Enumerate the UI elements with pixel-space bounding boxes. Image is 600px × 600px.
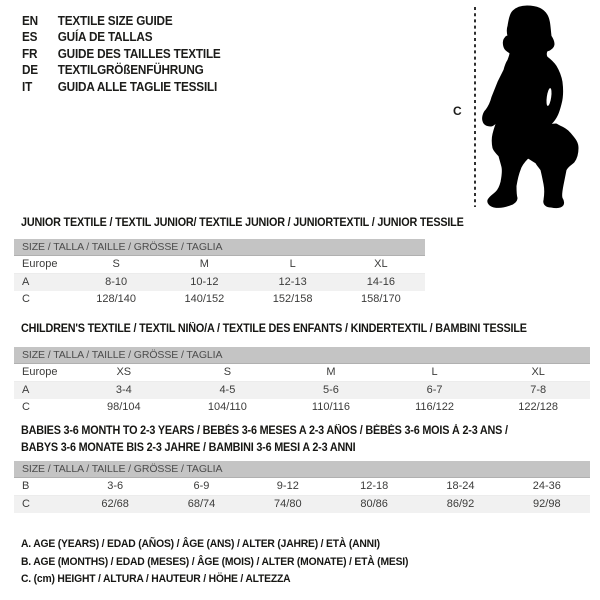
size-cell: XL bbox=[374, 258, 388, 270]
height-cell: 110/116 bbox=[311, 401, 351, 413]
age-cell: 8-10 bbox=[105, 276, 128, 288]
size-cell: S bbox=[223, 366, 232, 378]
age-cell: 7-8 bbox=[530, 384, 547, 396]
row-label: C bbox=[22, 293, 30, 305]
age-cell: 9-12 bbox=[276, 480, 299, 492]
age-cell: 3-4 bbox=[115, 384, 132, 396]
age-cell: 18-24 bbox=[446, 480, 475, 492]
age-cell: 6-9 bbox=[193, 480, 210, 492]
language-list bbox=[22, 13, 221, 95]
legend-footnotes bbox=[21, 536, 408, 589]
size-header-band: SIZE / TALLA / TAILLE / GRÖSSE / TAGLIA bbox=[14, 461, 590, 478]
section-title-babies bbox=[21, 423, 547, 457]
height-measure-label: C bbox=[453, 104, 462, 118]
section-title-junior bbox=[21, 215, 562, 232]
size-cell: M bbox=[326, 366, 336, 378]
size-cell: L bbox=[431, 366, 438, 378]
table-row-age-years bbox=[14, 382, 590, 399]
row-label: Europe bbox=[22, 366, 58, 378]
row-label: Europe bbox=[22, 258, 58, 270]
children-size-table bbox=[14, 347, 590, 416]
age-cell: 14-16 bbox=[366, 276, 395, 288]
language-title: GUIDE DES TAILLES TEXTILE bbox=[57, 46, 221, 61]
height-cell: 62/68 bbox=[101, 498, 129, 510]
section-title-line: BABIES 3-6 MONTH TO 2-3 YEARS / BEBÉS 3-6 MESES A 2-3 AÑOS / BÉBÉS 3-6 MOIS À 2-3 ANS / bbox=[21, 425, 508, 437]
height-cell: 68/74 bbox=[187, 498, 216, 510]
height-cell: 128/140 bbox=[96, 293, 136, 305]
height-cell: 98/104 bbox=[106, 401, 141, 413]
junior-size-table bbox=[14, 239, 425, 308]
footnote-height: C. (cm) HEIGHT / ALTURA / HAUTEUR / HÖHE / ALTEZZA bbox=[21, 573, 291, 585]
section-title-line: BABYS 3-6 MONATE BIS 2-3 JAHRE / BAMBINI 3-6 MESI A 2-3 ANNI bbox=[21, 442, 356, 454]
language-row-es bbox=[22, 29, 221, 45]
height-cell: 152/158 bbox=[272, 293, 313, 305]
language-title: GUIDA ALLE TAGLIE TESSILI bbox=[57, 79, 218, 94]
age-cell: 12-18 bbox=[360, 480, 389, 492]
baby-silhouette-path bbox=[483, 6, 578, 208]
size-cell: XS bbox=[116, 366, 132, 378]
height-cell: 74/80 bbox=[274, 498, 302, 510]
baby-silhouette-icon bbox=[450, 0, 600, 215]
language-title: GUÍA DE TALLAS bbox=[57, 30, 153, 45]
language-code: DE bbox=[22, 63, 38, 78]
age-cell: 5-6 bbox=[323, 384, 339, 396]
table-row-height bbox=[14, 291, 425, 308]
age-cell: 10-12 bbox=[190, 276, 219, 288]
row-label: C bbox=[22, 401, 30, 413]
footnote-age-years: A. AGE (YEARS) / EDAD (AÑOS) / ÂGE (ANS) / ALTER (JAHRE) / ETÀ (ANNI) bbox=[21, 538, 380, 550]
section-title-line: CHILDREN'S TEXTILE / TEXTIL NIÑO/A / TEXTILE DES ENFANTS / KINDERTEXTIL / BAMBINI TESSILE bbox=[21, 323, 527, 335]
language-code: ES bbox=[22, 30, 38, 45]
height-cell: 86/92 bbox=[446, 498, 475, 510]
age-cell: 3-6 bbox=[107, 480, 124, 492]
size-cell: S bbox=[112, 258, 120, 270]
size-cell: M bbox=[199, 258, 209, 270]
size-cell: XL bbox=[531, 366, 545, 378]
size-header-band: SIZE / TALLA / TAILLE / GRÖSSE / TAGLIA bbox=[14, 347, 590, 364]
language-code: EN bbox=[22, 14, 38, 28]
language-row-fr bbox=[22, 46, 221, 62]
table-row-height bbox=[14, 496, 590, 513]
table-row-europe bbox=[14, 364, 590, 382]
row-label: B bbox=[22, 480, 30, 492]
language-row-de bbox=[22, 62, 221, 78]
row-label: C bbox=[22, 498, 30, 510]
height-cell: 92/98 bbox=[533, 498, 561, 510]
age-cell: 4-5 bbox=[219, 384, 236, 396]
age-cell: 12-13 bbox=[278, 276, 307, 288]
height-cell: 104/110 bbox=[207, 401, 247, 413]
language-title: TEXTILGRÖßENFÜHRUNG bbox=[57, 63, 204, 78]
row-label: A bbox=[22, 384, 30, 396]
size-header-band: SIZE / TALLA / TAILLE / GRÖSSE / TAGLIA bbox=[14, 239, 425, 256]
height-cell: 116/122 bbox=[415, 401, 455, 413]
footnote-age-months: B. AGE (MONTHS) / EDAD (MESES) / ÂGE (MOIS) / ALTER (MONATE) / ETÀ (MESI) bbox=[21, 555, 409, 568]
language-title: TEXTILE SIZE GUIDE bbox=[57, 14, 173, 28]
height-cell: 122/128 bbox=[518, 401, 559, 413]
height-cell: 140/152 bbox=[184, 293, 225, 305]
table-row-europe bbox=[14, 256, 425, 274]
height-cell: 158/170 bbox=[360, 293, 401, 305]
age-cell: 24-36 bbox=[532, 480, 561, 492]
table-row-age-months bbox=[14, 478, 590, 496]
age-cell: 6-7 bbox=[426, 384, 443, 396]
language-row-it bbox=[22, 79, 221, 95]
size-cell: L bbox=[289, 258, 296, 270]
table-row-age-years bbox=[14, 274, 425, 291]
baby-figure bbox=[450, 0, 600, 215]
height-cell: 80/86 bbox=[360, 498, 388, 510]
babies-size-table bbox=[14, 461, 590, 513]
row-label: A bbox=[22, 276, 30, 288]
section-title-line: JUNIOR TEXTILE / TEXTIL JUNIOR/ TEXTILE JUNIOR / JUNIORTEXTIL / JUNIOR TESSILE bbox=[21, 217, 464, 229]
language-row-en bbox=[22, 13, 221, 29]
language-code: IT bbox=[22, 79, 33, 94]
section-title-children bbox=[21, 321, 562, 338]
language-code: FR bbox=[22, 46, 38, 61]
table-row-height bbox=[14, 399, 590, 416]
